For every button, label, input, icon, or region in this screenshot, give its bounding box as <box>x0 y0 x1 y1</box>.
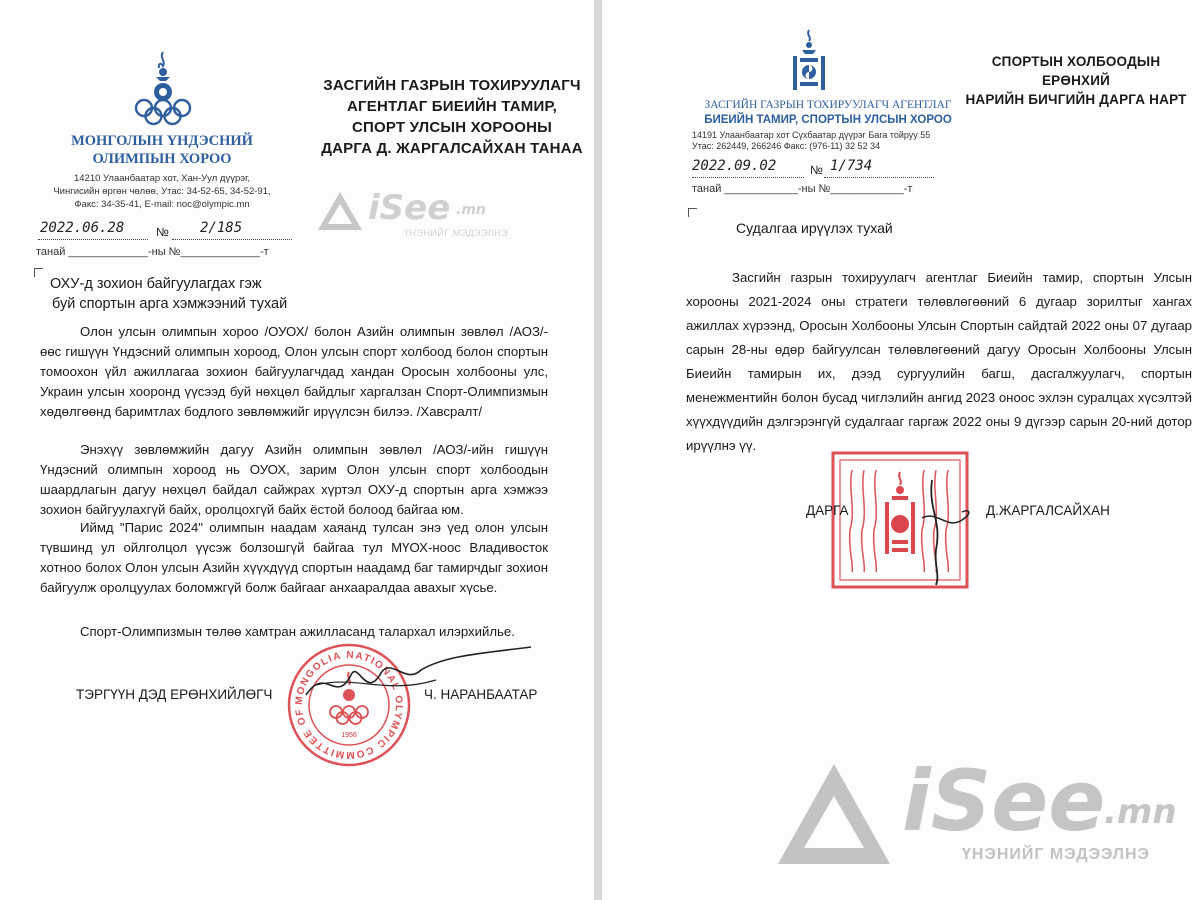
date-number-line <box>692 160 942 180</box>
addressee-line: АГЕНТЛАГ БИЕИЙН ТАМИР, <box>347 98 557 115</box>
org-name-line: БИЕИЙН ТАМИР, СПОРТЫН УЛСЫН ХОРОО <box>704 114 952 126</box>
addressee-line: СПОРТ УЛСЫН ХОРООНЫ <box>352 119 552 136</box>
addressee-line: ДАРГА Д. ЖАРГАЛСАЙХАН ТАНАА <box>321 140 583 157</box>
org-name-line: ЗАСГИЙН ГАЗРЫН ТОХИРУУЛАГЧ АГЕНТЛАГ <box>704 99 952 111</box>
org-name-line: МОНГОЛЫН ҮНДЭСНИЙ <box>71 133 253 149</box>
org-name <box>698 98 958 128</box>
signer-name: Ч. НАРАНБААТАР <box>424 687 538 702</box>
signer-title: ТЭРГҮҮН ДЭД ЕРӨНХИЙЛӨГЧ <box>76 687 273 702</box>
isee-logo-icon <box>774 760 894 870</box>
isee-logo-icon <box>316 190 364 234</box>
handwritten-signature <box>296 645 536 715</box>
body-paragraph: Энэхүү зөвлөмжийн дагуу Азийн олимпын зөвлөл /АОЗ/-ийн гишүүн Үндэсний олимпын хороод нь ОУОХ, зарим Олон улсын спорт холбоодын шаардлагын дагуу нөхцөл байдал сайжрах хүртэл ОХУ-д спортын арга хэмжээ зохион байгуулахгүй байх, оролцохгүй байх ёстой болоод байгаа юм. <box>40 442 548 517</box>
isee-watermark <box>774 752 1194 876</box>
watermark-brand: iSee <box>368 188 451 228</box>
address-line: 14191 Улаанбаатар хот Сүхбаатар дүүрэг Бага тойруу 55 <box>692 130 931 140</box>
org-name-line: ОЛИМПЫН ХОРОО <box>92 151 232 167</box>
watermark-brand: iSee <box>902 752 1106 850</box>
letter-date: 2022.09.02 <box>692 158 777 174</box>
watermark-suffix: .mn <box>456 202 486 218</box>
address-line: 14210 Улаанбаатар хот, Хан-Уул дүүрэг, <box>73 173 251 184</box>
left-letter-page <box>0 0 594 900</box>
address-line: Утас: 262449, 266246 Факс: (976-11) 32 52 34 <box>692 141 881 151</box>
subject <box>50 274 330 314</box>
reference-line: танай _____________-ны №_____________-т <box>36 246 269 258</box>
number-label: № <box>156 225 169 239</box>
subject-line: ОХУ-д зохион байгуулагдах гэж <box>50 276 262 292</box>
letter-number: 1/734 <box>830 158 873 174</box>
org-address <box>36 172 288 211</box>
org-address <box>692 130 992 152</box>
addressee-line: ЗАСГИЙН ГАЗРЫН ТОХИРУУЛАГЧ <box>323 77 581 94</box>
body-paragraph: Иймд "Парис 2024" олимпын наадам хаяанд тулсан энэ үед олон улсын түвшинд ул ойлголцол үүсэж болзошгүй байгаа тул МҮОХ-ноос Владивосток хотноо болох Олон улсын Азийн хүүхдүүд спортын наадамд баг тамирчдыг зохион байгуулж оролцуулах боломжгүй болж байгааг анхааралдаа авахыг хүсье. <box>40 520 548 595</box>
watermark-tagline: ҮНЭНИЙГ МЭДЭЭЛНЭ <box>404 228 509 238</box>
address-line: Чингисийн өргөн чөлөө, Утас: 34-52-65, 34-52-91, <box>53 186 271 197</box>
stamp-text: MONGOLIA NATIONAL OLYMPIC COMMITTEE OF <box>293 649 405 761</box>
stamp-year: 1956 <box>341 732 357 739</box>
handwritten-signature <box>902 470 982 590</box>
subject-corner-mark <box>34 268 43 277</box>
subject: Судалгаа ирүүлэх тухай <box>736 220 893 236</box>
addressee-line: СПОРТЫН ХОЛБООДЫН ЕРӨНХИЙ <box>991 54 1161 88</box>
date-number-line <box>38 222 294 242</box>
body-paragraph: Спорт-Олимпизмын төлөө хамтран ажилласанд талархал илэрхийлье. <box>80 624 515 639</box>
watermark-tagline: ҮНЭНИЙГ МЭДЭЭЛНЭ <box>962 846 1150 863</box>
isee-watermark <box>316 188 516 244</box>
signer-title: ДАРГА <box>806 503 849 518</box>
olympic-committee-logo-icon <box>128 50 198 126</box>
soyombo-emblem-icon <box>790 28 828 94</box>
subject-corner-mark <box>688 208 697 217</box>
letter-date: 2022.06.28 <box>40 220 125 236</box>
body-paragraph: Олон улсын олимпын хороо /ОУОХ/ болон Азийн олимпын зөвлөл /АОЗ/-өөс гишүүн Үндэсний олимпын хороод, Олон улсын спорт холбоод болон спортын томоохон үйл ажиллагаа зохион байгуулагчдад хандан Оросын холбооны улс, Украин улсын хооронд үүсээд буй нөхцөл байдлыг харгалзан Спорт-Олимпизмын хөдөлгөөнд баримтлах бодлого зөвлөмжийг ирүүлсэн билээ. /Хавсралт/ <box>40 324 548 419</box>
reference-line: танай ____________-ны №____________-т <box>692 183 913 195</box>
org-name <box>40 132 284 168</box>
body-paragraph: Засгийн газрын тохируулагч агентлаг Биеийн тамир, спортын Улсын хорооны 2021-2024 оны стратеги төлөвлөгөөний 6 дугаар зорилтыг хангах ажиллах хүрээнд, Оросын Холбооны Улсын Спортын сайдтай 2022 оны 07 дугаар сарын 28-ны өдөр байгуулсан төлөвлөгөөний дагуу Оросын Холбооны Улсын Биеийн тамирын их, дээд сургуулийн багш, дасгалжуулагч, спортын менежментийн болон бусад чиглэлийн ангид 2023 оноос эхлэн суралцах хүсэлтэй хүүхдүүдийн дэлгэрэнгүй судалгааг гаргаж 2022 оны 9 дүгээр сарын 20-ний дотор ирүүлнэ үү. <box>686 270 1192 453</box>
page-divider <box>594 0 602 900</box>
addressee <box>318 75 586 159</box>
right-letter-page <box>602 0 1200 900</box>
letter-number: 2/185 <box>200 220 243 236</box>
subject-line: буй спортын арга хэмжээний тухай <box>52 296 288 312</box>
address-line: Факс: 34-35-41, E-mail: noc@olympic.mn <box>74 199 250 210</box>
addressee <box>958 52 1194 109</box>
watermark-suffix: .mn <box>1104 792 1177 832</box>
addressee-line: НАРИЙН БИЧГИЙН ДАРГА НАРТ <box>965 92 1187 107</box>
signer-name: Д.ЖАРГАЛСАЙХАН <box>986 503 1110 518</box>
number-label: № <box>810 163 823 177</box>
